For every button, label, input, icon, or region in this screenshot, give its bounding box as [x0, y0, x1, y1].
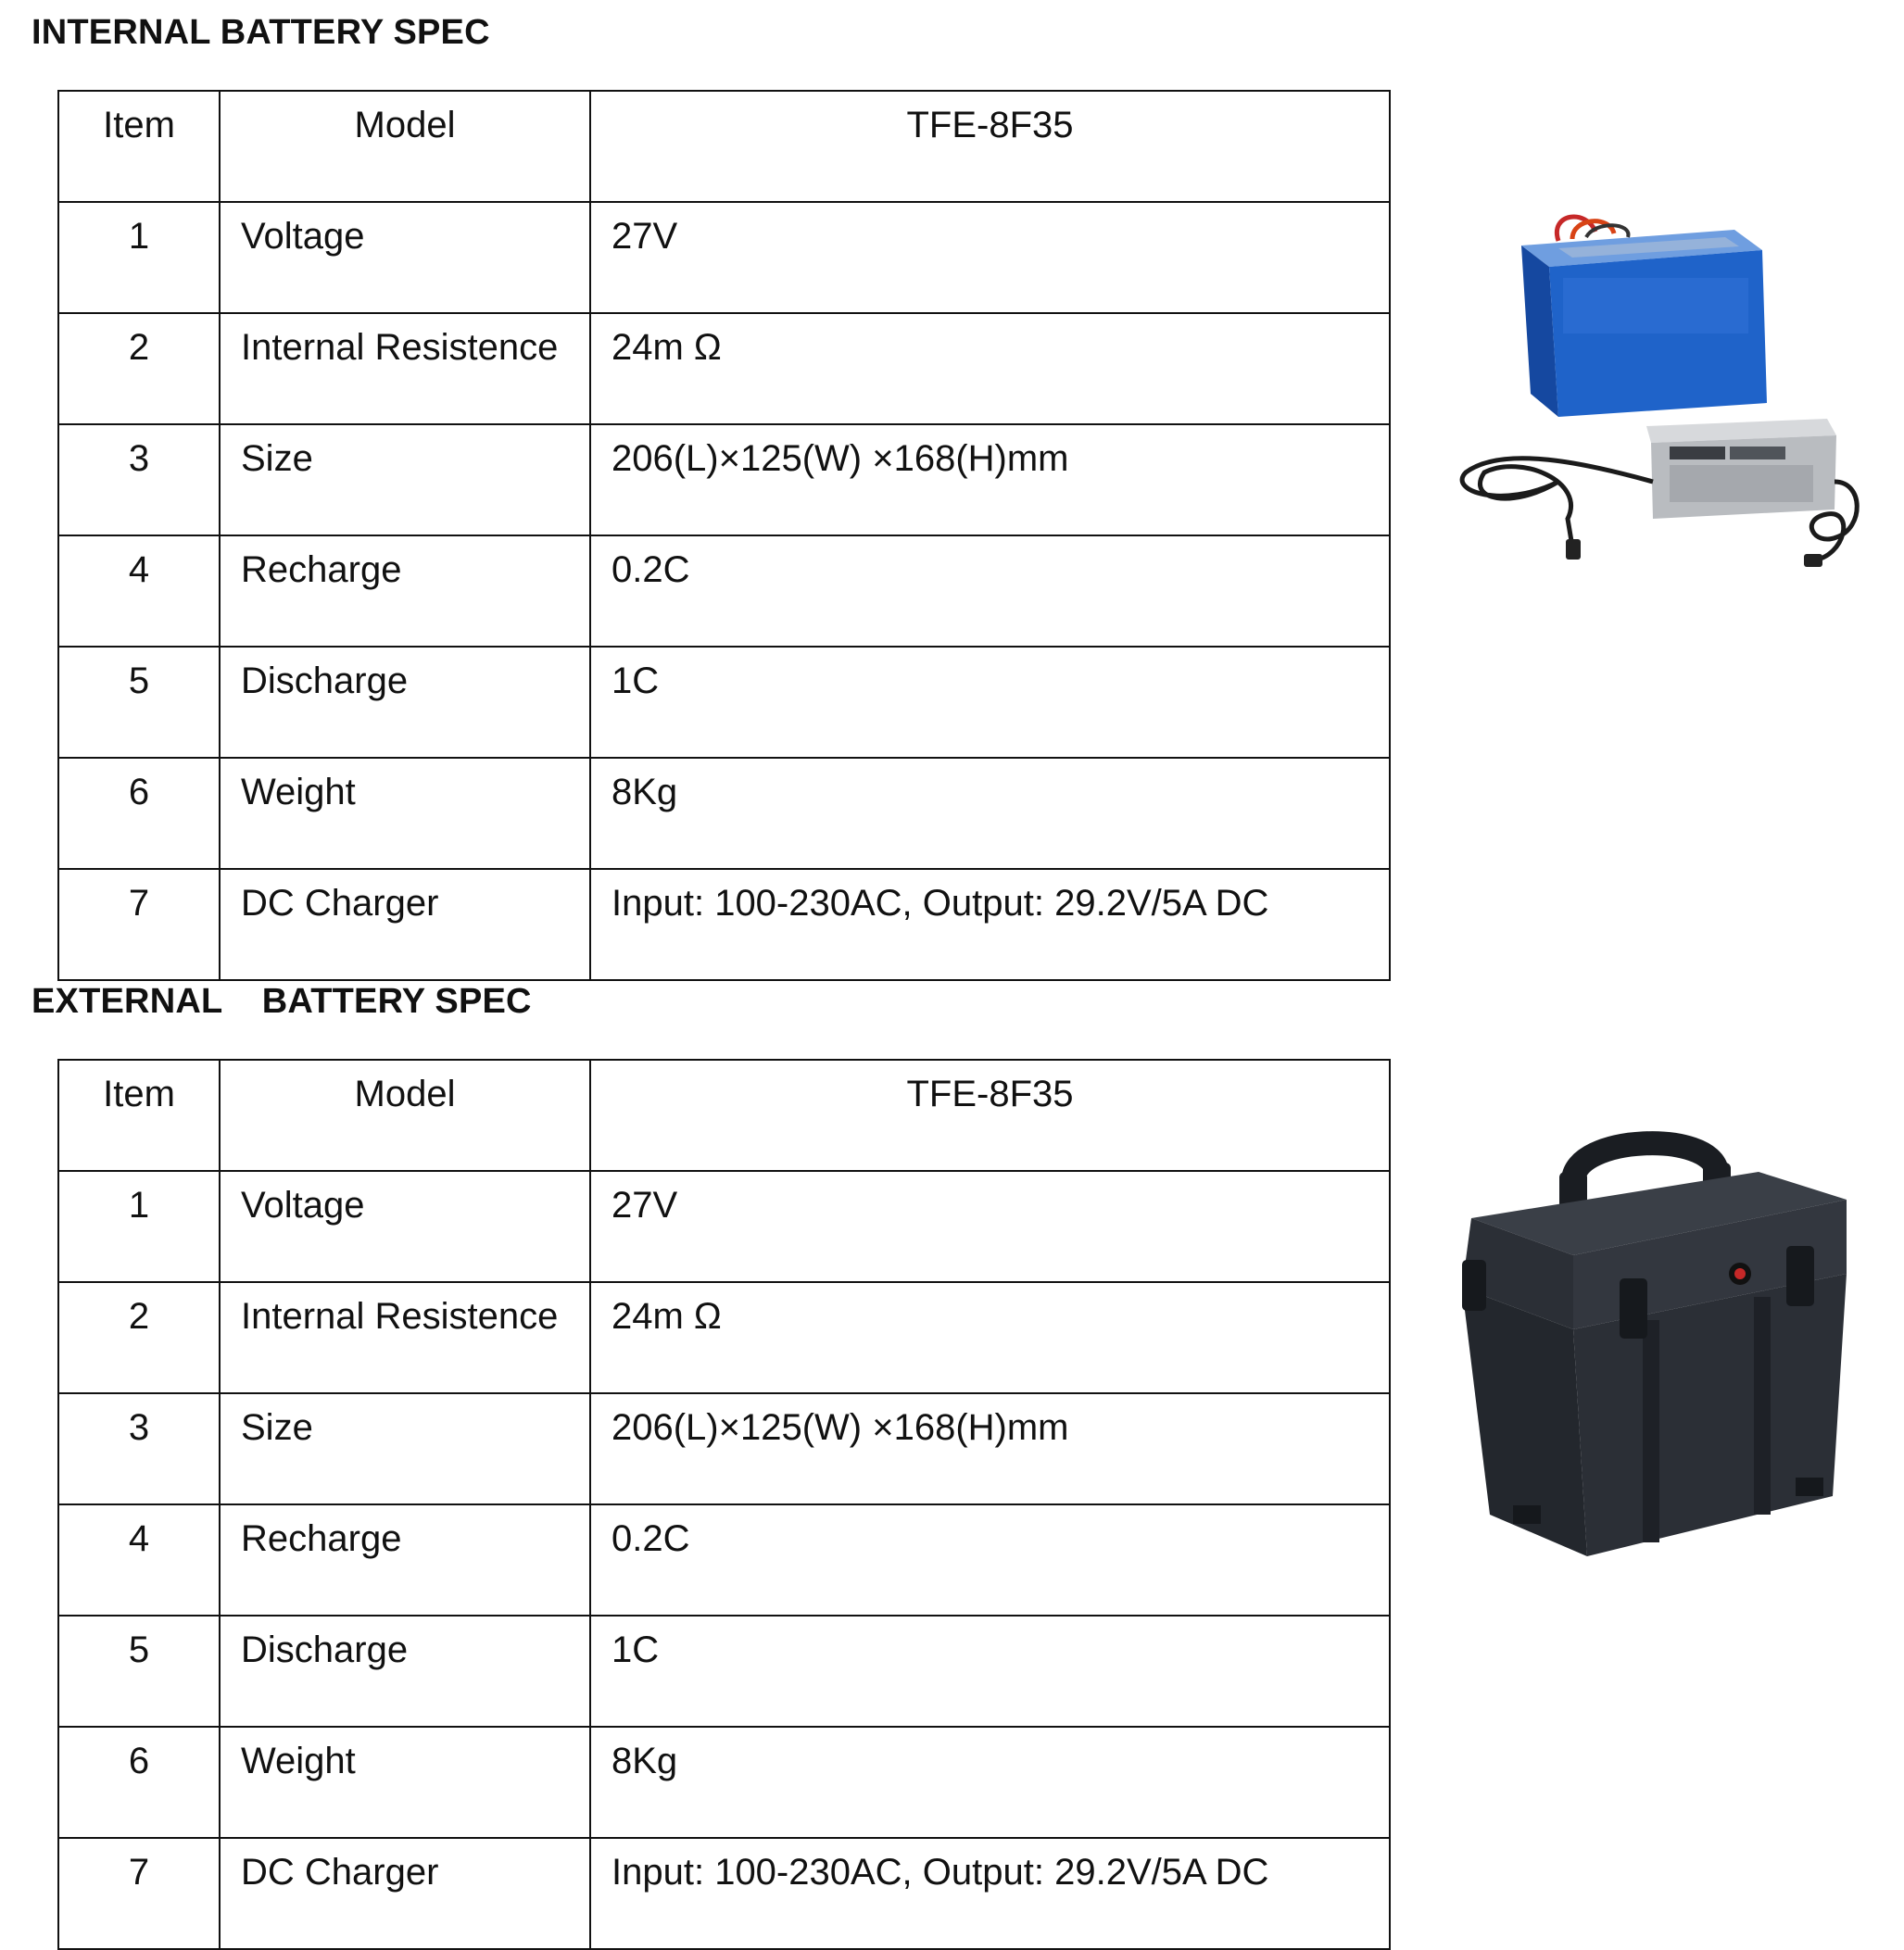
row-value: 0.2C	[590, 535, 1390, 647]
table-row	[58, 424, 1390, 535]
row-item: 3	[58, 1393, 220, 1504]
header-model: Model	[220, 91, 590, 202]
row-value: Input: 100-230AC, Output: 29.2V/5A DC	[590, 1838, 1390, 1949]
row-item: 5	[58, 1616, 220, 1727]
row-name: DC Charger	[220, 869, 590, 980]
row-name: Recharge	[220, 1504, 590, 1616]
table-row	[58, 1838, 1390, 1949]
row-name: Voltage	[220, 202, 590, 313]
row-item: 7	[58, 869, 220, 980]
row-value: Input: 100-230AC, Output: 29.2V/5A DC	[590, 869, 1390, 980]
header-model: Model	[220, 1060, 590, 1171]
header-model-value: TFE-8F35	[590, 1060, 1390, 1171]
external-battery-case-image	[1434, 1107, 1860, 1570]
row-value: 27V	[590, 1171, 1390, 1282]
row-value: 1C	[590, 1616, 1390, 1727]
row-name: Size	[220, 1393, 590, 1504]
row-item: 4	[58, 535, 220, 647]
row-value: 24m Ω	[590, 1282, 1390, 1393]
row-value: 24m Ω	[590, 313, 1390, 424]
spec-table-internal	[57, 90, 1391, 981]
row-value: 206(L)×125(W) ×168(H)mm	[590, 1393, 1390, 1504]
row-name: Internal Resistence	[220, 313, 590, 424]
row-value: 8Kg	[590, 758, 1390, 869]
row-value: 8Kg	[590, 1727, 1390, 1838]
row-value: 1C	[590, 647, 1390, 758]
row-item: 6	[58, 758, 220, 869]
table-row	[58, 647, 1390, 758]
table-row	[58, 202, 1390, 313]
spec-table-external	[57, 1059, 1391, 1950]
section-title-external: EXTERNAL BATTERY SPEC	[32, 982, 532, 1021]
row-name: Recharge	[220, 535, 590, 647]
table-row	[58, 1171, 1390, 1282]
row-item: 4	[58, 1504, 220, 1616]
table-row	[58, 313, 1390, 424]
header-item: Item	[58, 91, 220, 202]
header-model-value: TFE-8F35	[590, 91, 1390, 202]
table-row	[58, 869, 1390, 980]
row-name: Voltage	[220, 1171, 590, 1282]
table-row	[58, 758, 1390, 869]
table-header-row	[58, 91, 1390, 202]
row-name: Weight	[220, 758, 590, 869]
row-item: 1	[58, 202, 220, 313]
row-item: 6	[58, 1727, 220, 1838]
table-row	[58, 1393, 1390, 1504]
row-item: 2	[58, 1282, 220, 1393]
row-name: DC Charger	[220, 1838, 590, 1949]
table-row	[58, 1727, 1390, 1838]
row-item: 1	[58, 1171, 220, 1282]
section-title-internal: INTERNAL BATTERY SPEC	[32, 13, 490, 52]
row-name: Weight	[220, 1727, 590, 1838]
row-item: 3	[58, 424, 220, 535]
table-row	[58, 1504, 1390, 1616]
row-item: 7	[58, 1838, 220, 1949]
row-item: 2	[58, 313, 220, 424]
row-value: 206(L)×125(W) ×168(H)mm	[590, 424, 1390, 535]
row-name: Internal Resistence	[220, 1282, 590, 1393]
table-row	[58, 535, 1390, 647]
row-name: Discharge	[220, 647, 590, 758]
row-name: Discharge	[220, 1616, 590, 1727]
table-row	[58, 1282, 1390, 1393]
header-item: Item	[58, 1060, 220, 1171]
table-row	[58, 1616, 1390, 1727]
internal-battery-image	[1447, 204, 1864, 593]
row-item: 5	[58, 647, 220, 758]
row-value: 27V	[590, 202, 1390, 313]
table-header-row	[58, 1060, 1390, 1171]
row-name: Size	[220, 424, 590, 535]
row-value: 0.2C	[590, 1504, 1390, 1616]
